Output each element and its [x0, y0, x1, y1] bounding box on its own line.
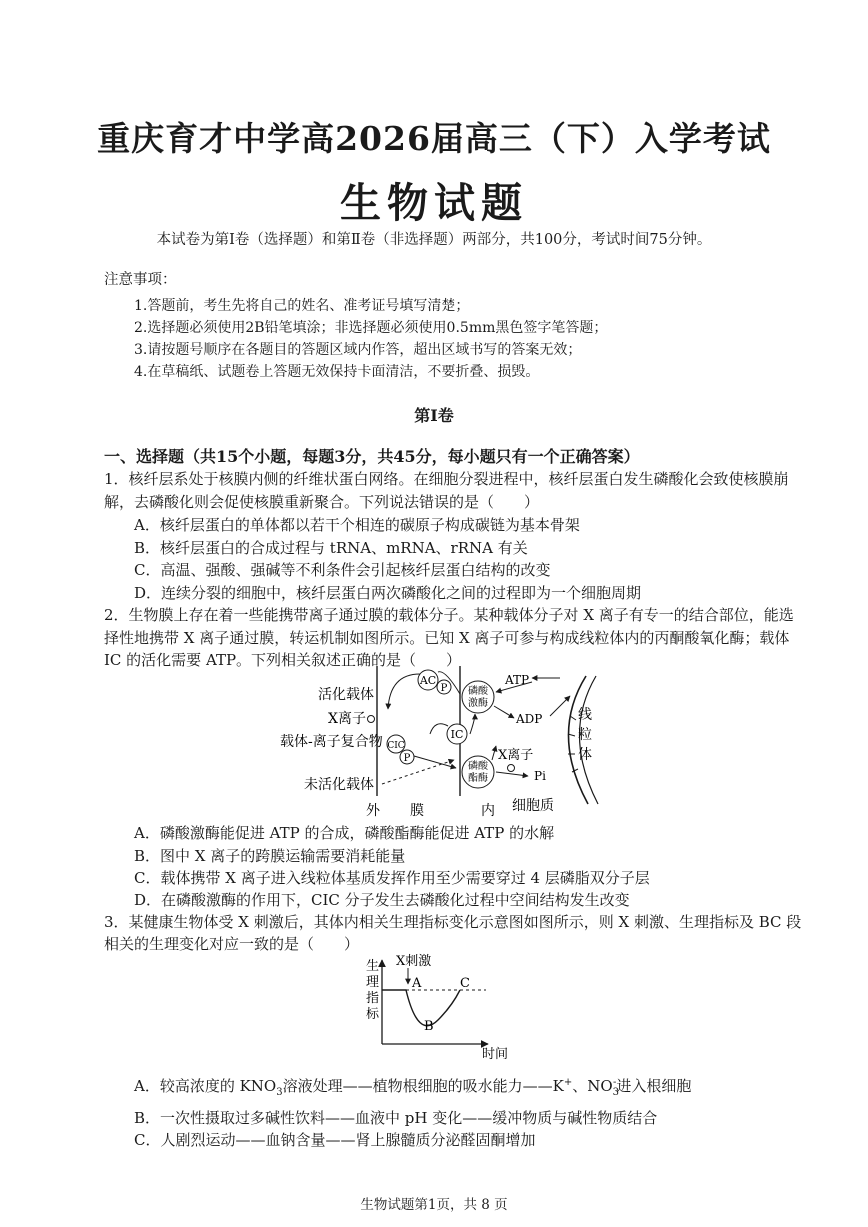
svg-text:P: P: [440, 683, 448, 694]
svg-text:体: 体: [578, 747, 592, 763]
x-ion-label: X离子: [328, 711, 366, 727]
question-3-option-b: B．一次性摄取过多碱性饮料——血液中 pH 变化——缓冲物质与碱性物质结合: [134, 1109, 658, 1127]
question-2-option-b: B．图中 X 离子的跨膜运输需要消耗能量: [134, 847, 406, 865]
question-1-stem: 1．核纤层系处于核膜内侧的纤维状蛋白网络。在细胞分裂进程中，核纤层蛋白发生磷酸化会致使核膜崩: [104, 470, 789, 488]
point-a-label: A: [412, 976, 422, 991]
question-1-option-b: B．核纤层蛋白的合成过程与 tRNA、mRNA、rRNA 有关: [134, 539, 528, 557]
physiological-index-graph: [360, 950, 520, 1064]
svg-text:P: P: [403, 753, 411, 764]
question-2-option-d: D．在磷酸激酶的作用下，CIC 分子发生去磷酸化过程中空间结构发生改变: [134, 891, 630, 909]
question-2-stem: IC 的活化需要 ATP。下列相关叙述正确的是（ ）: [104, 651, 462, 669]
question-2-option-a: A．磷酸激酶能促进 ATP 的合成，磷酸酯酶能促进 ATP 的水解: [134, 824, 555, 842]
svg-text:标: 标: [366, 1007, 380, 1022]
section-heading: 一、选择题（共15个小题，每题3分，共45分，每小题只有一个正确答案）: [104, 447, 640, 466]
outside-label: 外: [366, 803, 380, 819]
pi-label: Pi: [534, 769, 546, 783]
question-2-option-c: C．载体携带 X 离子进入线粒体基质发挥作用至少需要穿过 4 层磷脂双分子层: [134, 869, 650, 887]
svg-text:磷酸: 磷酸: [468, 761, 488, 772]
svg-text:理: 理: [366, 975, 380, 990]
x-axis-label: 时间: [482, 1047, 509, 1062]
question-2-stem: 择性地携带 X 离子通过膜，转运机制如图所示。已知 X 离子可参与构成线粒体内的丙酮酸氧化酶；载体: [104, 629, 790, 647]
note-item: 3.请按题号顺序在各题目的答题区域内作答，超出区域书写的答案无效；: [134, 342, 582, 358]
inside-label: 内: [481, 803, 495, 819]
page-footer: 生物试题第1页，共 8 页: [360, 1197, 508, 1213]
svg-text:生: 生: [366, 959, 380, 974]
complex-label: 载体-离子复合物: [280, 734, 383, 750]
question-3-option-c: C．人剧烈运动——血钠含量——肾上腺髓质分泌醛固酮增加: [134, 1131, 536, 1149]
question-1-stem: 解，去磷酸化则会促使核膜重新聚合。下列说法错误的是（ ）: [104, 493, 540, 511]
point-b-label: B: [424, 1019, 434, 1034]
svg-text:CIC: CIC: [387, 741, 405, 751]
svg-text:酯酶: 酯酶: [468, 773, 488, 784]
svg-text:磷酸: 磷酸: [468, 686, 488, 697]
adp-label: ADP: [516, 712, 543, 726]
note-item: 4.在草稿纸、试题卷上答题无效保持卡面清洁，不要折叠、损毁。: [134, 364, 540, 380]
svg-text:AC: AC: [419, 674, 437, 687]
svg-text:激酶: 激酶: [468, 698, 488, 709]
x-ion-inside-label: X离子: [498, 748, 534, 763]
svg-text:IC: IC: [450, 728, 464, 741]
note-item: 1.答题前，考生先将自己的姓名、准考证号填写清楚；: [134, 298, 470, 314]
exam-intro: 本试卷为第Ⅰ卷（选择题）和第Ⅱ卷（非选择题）两部分，共100分，考试时间75分钟。: [156, 232, 712, 248]
x-ion-inside-circle: [508, 765, 515, 772]
atp-label: ATP: [505, 673, 530, 687]
question-2-stem: 2．生物膜上存在着一些能携带离子通过膜的载体分子。某种载体分子对 X 离子有专一的结合部位，能选: [104, 606, 794, 624]
question-1-option-c: C．高温、强酸、强碱等不利条件会引起核纤层蛋白结构的改变: [134, 561, 551, 579]
note-item: 2.选择题必须使用2B铅笔填涂；非选择题必须使用0.5mm黑色签字笔答题；: [134, 320, 608, 336]
membrane-label: 膜: [410, 803, 424, 819]
part-heading: 第Ⅰ卷: [414, 406, 454, 425]
carrier-transport-diagram: [270, 664, 620, 820]
question-3-stem: 相关的生理变化对应一致的是（ ）: [104, 935, 360, 953]
notes-heading: 注意事项：: [104, 272, 177, 288]
exam-title: 重庆育才中学高2026届高三（下）入学考试: [97, 119, 771, 158]
question-3-stem: 3．某健康生物体受 X 刺激后，其体内相关生理指标变化示意图如图所示，则 X 刺激、生理指标及 BC 段: [104, 913, 802, 931]
svg-text:指: 指: [366, 991, 380, 1006]
question-3-option-a: A．较高浓度的 $KNO_3$溶液处理——植物根细胞的吸水能力——K+、$NO_3^-$进入根细胞: [134, 1077, 692, 1098]
activated-carrier-label: 活化载体: [318, 687, 374, 703]
cytoplasm-label: 细胞质: [512, 798, 554, 814]
stimulus-label: X刺激: [396, 954, 432, 969]
question-1-option-d: D．连续分裂的细胞中，核纤层蛋白两次磷酸化之间的过程即为一个细胞周期: [134, 584, 642, 602]
index-curve: [382, 990, 460, 1026]
svg-text:线: 线: [578, 707, 592, 723]
exam-subtitle: 生物试题: [340, 179, 528, 227]
x-ion-circle: [368, 716, 375, 723]
svg-text:粒: 粒: [578, 727, 592, 743]
question-1-option-a: A．核纤层蛋白的单体都以若干个相连的碳原子构成碳链为基本骨架: [134, 516, 580, 534]
inactive-carrier-label: 未活化载体: [304, 777, 374, 793]
point-c-label: C: [460, 976, 470, 991]
